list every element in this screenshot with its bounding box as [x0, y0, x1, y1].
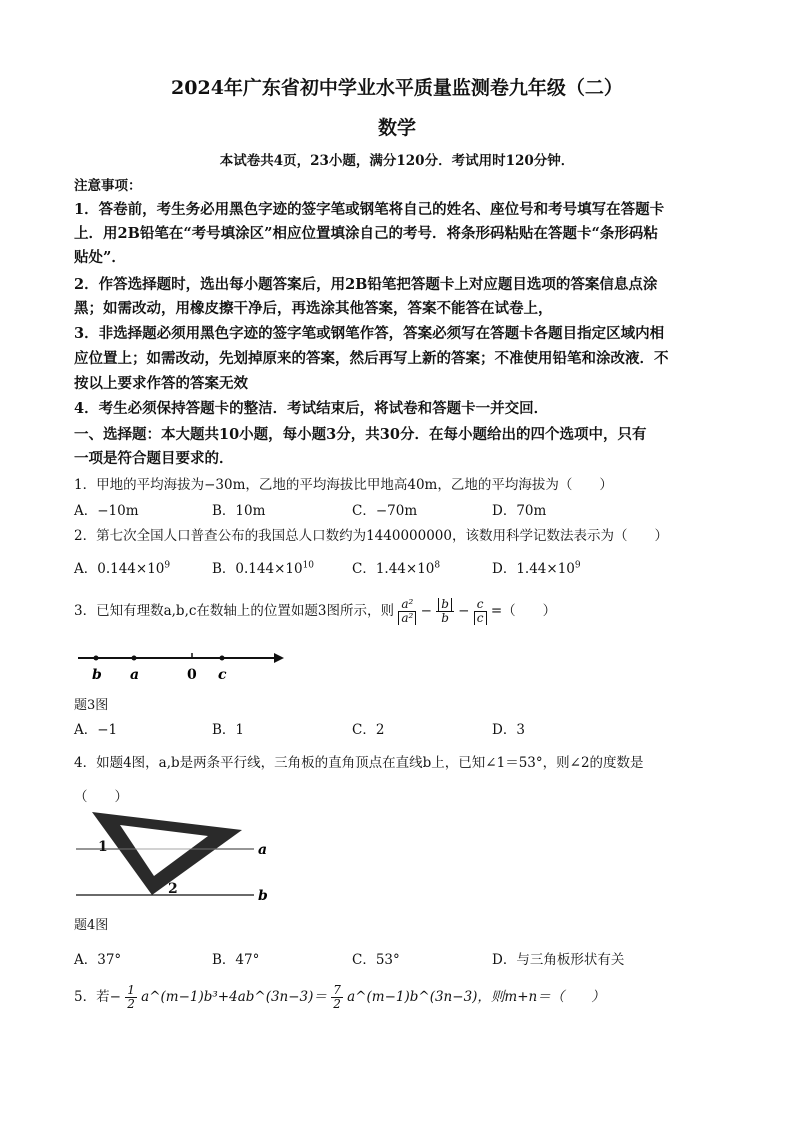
q1-option-b: B．10m [212, 503, 266, 519]
note-1c: 贴处”． [74, 249, 126, 266]
q1-text: 1．甲地的平均海拔为−30m，乙地的平均海拔比甲地高40m，乙地的平均海拔为（ ） [74, 477, 613, 493]
note-4: 4．考生必须保持答题卡的整洁．考试结束后，将试卷和答题卡一并交回． [74, 400, 549, 417]
q2-option-a: A．$0.144\times 10^9$ [74, 560, 171, 577]
q2-option-b: B．$0.144\times 10^{10}$ [212, 560, 315, 577]
q3-text: 3．已知有理数a,b,c在数轴上的位置如题3图所示，则 $\frac{\text{a²}}{\text{a²}}$ − $\frac{b}{b}$ − $\frac{c}{c}$ =（ ） [74, 597, 557, 625]
q4-paren: （ ） [74, 789, 128, 805]
section1-heading-a: 一、选择题：本大题共10小题，每小题3分，共30分．在每小题给出的四个选项中，只有 [74, 426, 647, 443]
q3-option-d: D．3 [492, 722, 525, 738]
label-c: c [218, 667, 227, 683]
q4-option-b: B．47° [212, 952, 260, 968]
q5-text: 5．若− $\frac{1}{2}$ a^(m−1)b³+4ab^(3n−3)＝ $\frac{7}{2}$ a^(m−1)b^(3n−3)，则m+n＝（ ） [74, 983, 605, 1011]
label-a: a [130, 667, 140, 683]
note-3a: 3．非选择题必须用黑色字迹的签字笔或钢笔作答，答案必须写在答题卡各题目指定区域内相 [74, 325, 665, 342]
q4-parallel-lines-figure [74, 804, 289, 909]
subject-title: 数学 [377, 117, 416, 139]
q5-frac-2: $\frac{7}{2}$ [333, 983, 341, 1011]
angle-2-label: 2 [168, 881, 178, 897]
angle-1-label: 1 [98, 839, 108, 855]
page-title: 2024年广东省初中学业水平质量监测卷九年级（二） [171, 77, 623, 99]
q3-caption: 题3图 [74, 698, 109, 713]
note-1b: 上．用2B铅笔在“考号填涂区”相应位置填涂自己的考号．将条形码粘贴在答题卡“条形码粘 [74, 225, 658, 242]
label-b: b [92, 667, 102, 683]
note-2b: 黑；如需改动，用橡皮擦干净后，再选涂其他答案，答案不能答在试卷上， [74, 300, 553, 317]
q3-frac-c: $\frac{c}{c}$ [474, 598, 487, 625]
q3-frac-a: $\frac{\text{a²}}{\text{a²}}$ [398, 598, 416, 625]
note-1a: 1．答卷前，考生务必用黑色字迹的签字笔或钢笔将自己的姓名、座位号和考号填写在答题卡 [74, 201, 665, 218]
point-c [220, 656, 225, 661]
line-a-label: a [258, 842, 268, 858]
notes-heading: 注意事项： [74, 178, 142, 194]
exam-info: 本试卷共4页，23小题，满分120分．考试用时120分钟． [219, 153, 575, 169]
label-zero: 0 [187, 667, 197, 683]
q2-option-c: C．$1.44\times 10^8$ [352, 560, 441, 577]
q1-option-d: D．70m [492, 503, 547, 519]
note-3b: 应位置上；如需改动，先划掉原来的答案，然后再写上新的答案；不准使用铅笔和涂改液．不 [74, 350, 669, 367]
q4-option-a: A．37° [74, 952, 122, 968]
q2-text: 2．第七次全国人口普查公布的我国总人口数约为1440000000，该数用科学记数法表示为（ ） [74, 528, 668, 544]
note-2a: 2．作答选择题时，选出每小题答案后，用2B铅笔把答题卡上对应题目选项的答案信息点涂 [74, 276, 658, 293]
q5-frac-1: $\frac{1}{2}$ [127, 983, 135, 1011]
q4-option-d: D．与三角板形状有关 [492, 952, 625, 968]
q3-option-b: B．1 [212, 722, 245, 738]
q4-caption: 题4图 [74, 918, 109, 933]
q3-option-a: A．−1 [74, 722, 118, 738]
q3-number-line-figure [74, 645, 289, 685]
q4-option-c: C．53° [352, 952, 400, 968]
q1-option-c: C．−70m [352, 503, 418, 519]
q2-option-d: D．$1.44\times 10^9$ [492, 560, 581, 577]
q3-option-c: C．2 [352, 722, 385, 738]
section1-heading-b: 一项是符合题目要求的． [74, 450, 234, 467]
q3-frac-b: $\frac{b}{b}$ [436, 598, 454, 625]
q1-option-a: A．−10m [74, 503, 139, 519]
point-a [132, 656, 137, 661]
note-3c: 按以上要求作答的答案无效 [74, 375, 248, 392]
number-line-arrow [274, 653, 284, 663]
point-b [94, 656, 99, 661]
line-b-label: b [258, 888, 268, 904]
q4-text: 4．如题4图，a,b是两条平行线，三角板的直角顶点在直线b上，已知∠1＝53°，则∠2的度数是 [74, 755, 644, 771]
